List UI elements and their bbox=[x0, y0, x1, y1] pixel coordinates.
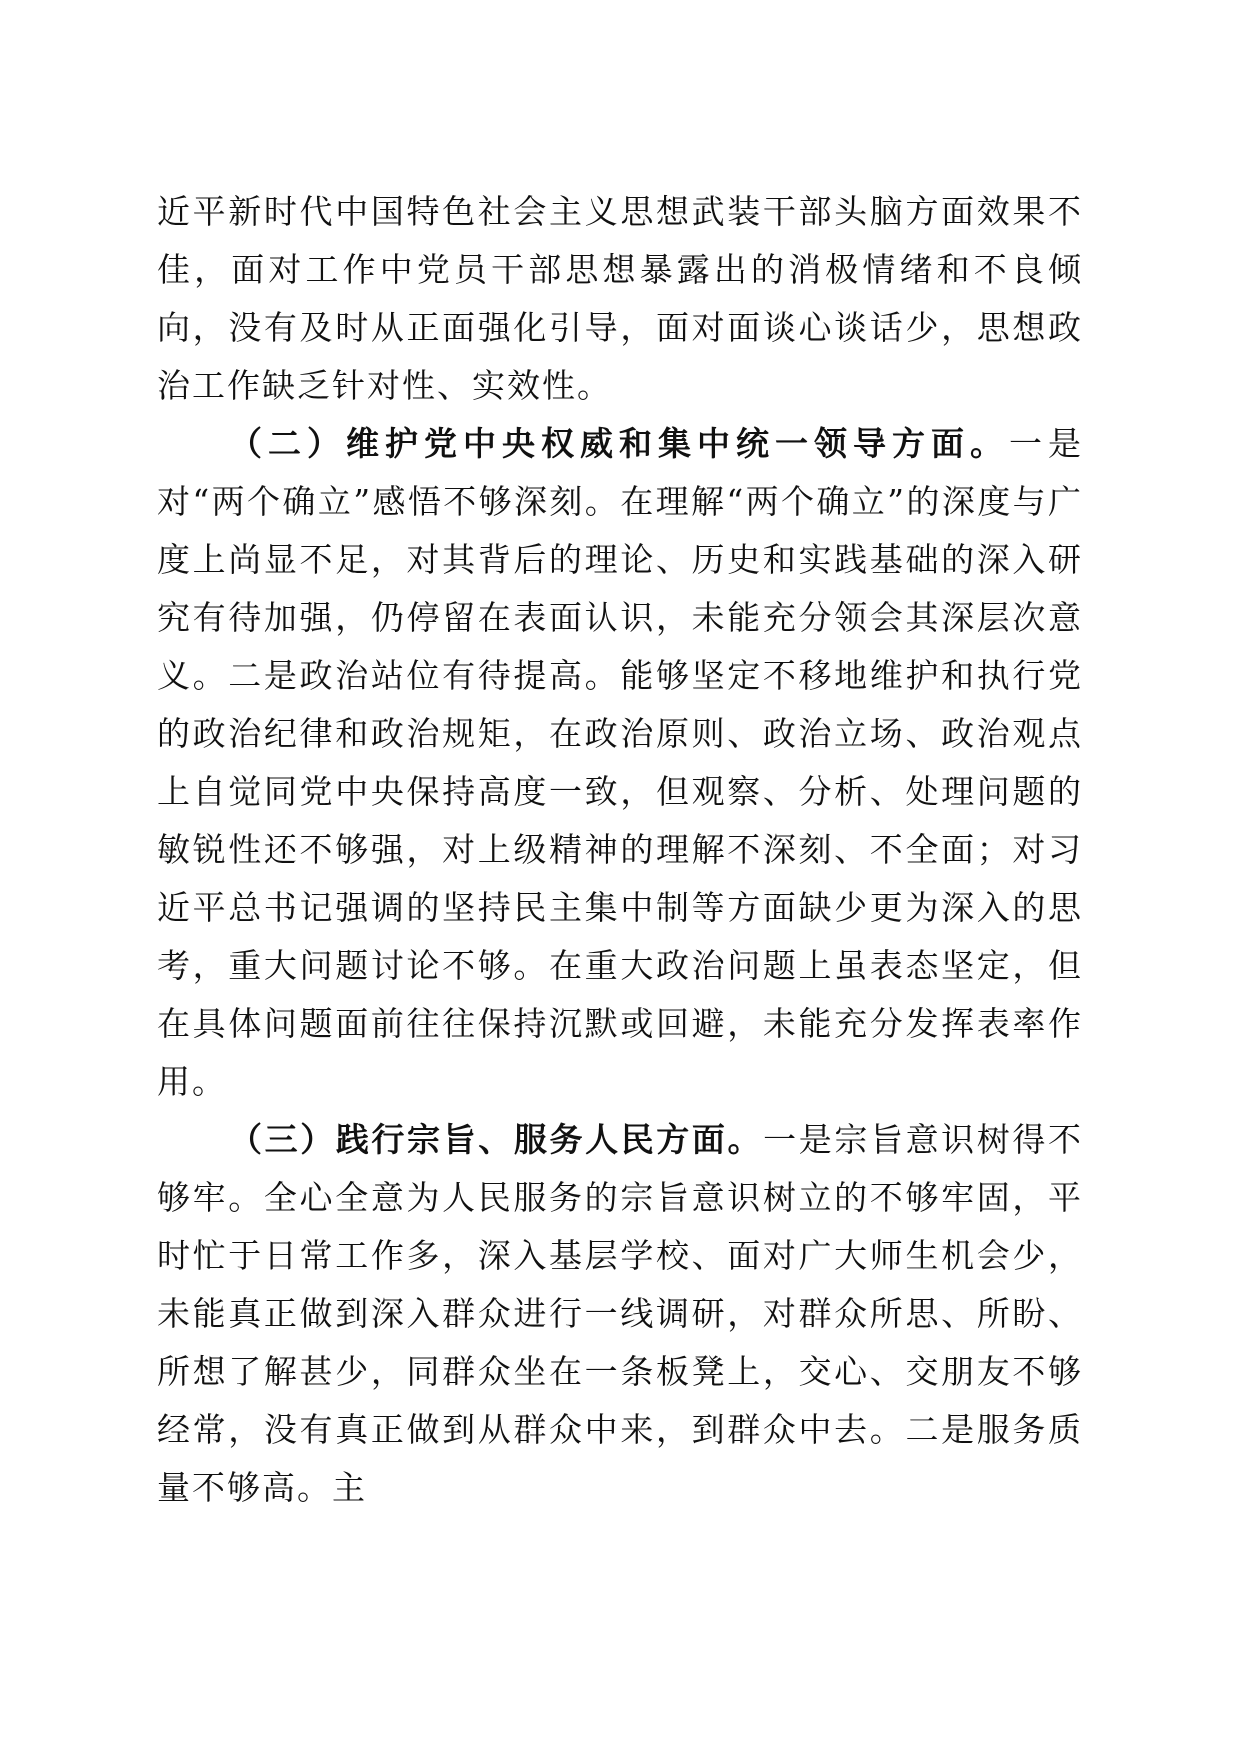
paragraph-section-two bbox=[157, 415, 1083, 1111]
document-body bbox=[157, 183, 1083, 1517]
paragraph-text: 一是宗旨意识树得不够牢。全心全意为人民服务的宗旨意识树立的不够牢固，平时忙于日常工作多，深入基层学校、面对广大师生机会少，未能真正做到深入群众进行一线调研，对群众所思、所盼、所想了解甚少，同群众坐在一条板凳上，交心、交朋友不够经常，没有真正做到从群众中来，到群众中去。二是服务质量不够高。主 bbox=[157, 1120, 1084, 1507]
paragraph-text: 近平新时代中国特色社会主义思想武装干部头脑方面效果不佳，面对工作中党员干部思想暴露出的消极情绪和不良倾向，没有及时从正面强化引导，面对面谈心谈话少，思想政治工作缺乏针对性、实效性。 bbox=[157, 192, 1083, 405]
paragraph-text: 一是对“两个确立”感悟不够深刻。在理解“两个确立”的深度与广度上尚显不足，对其背后的理论、历史和实践基础的深入研究有待加强，仍停留在表面认识，未能充分领会其深层次意义。二是政治站位有待提高。能够坚定不移地维护和执行党的政治纪律和政治规矩，在政治原则、政治立场、政治观点上自觉同党中央保持高度一致，但观察、分析、处理问题的敏锐性还不够强，对上级精神的理解不深刻、不全面；对习近平总书记强调的坚持民主集中制等方面缺少更为深入的思考，重大问题讨论不够。在重大政治问题上虽表态坚定，但在具体问题面前往往保持沉默或回避，未能充分发挥表率作用。 bbox=[157, 424, 1083, 1101]
paragraph-continuation bbox=[157, 183, 1083, 415]
section-heading: （二）维护党中央权威和集中统一领导方面。 bbox=[229, 424, 1009, 463]
section-heading: （三）践行宗旨、服务人民方面。 bbox=[229, 1120, 764, 1159]
paragraph-section-three bbox=[157, 1111, 1083, 1517]
